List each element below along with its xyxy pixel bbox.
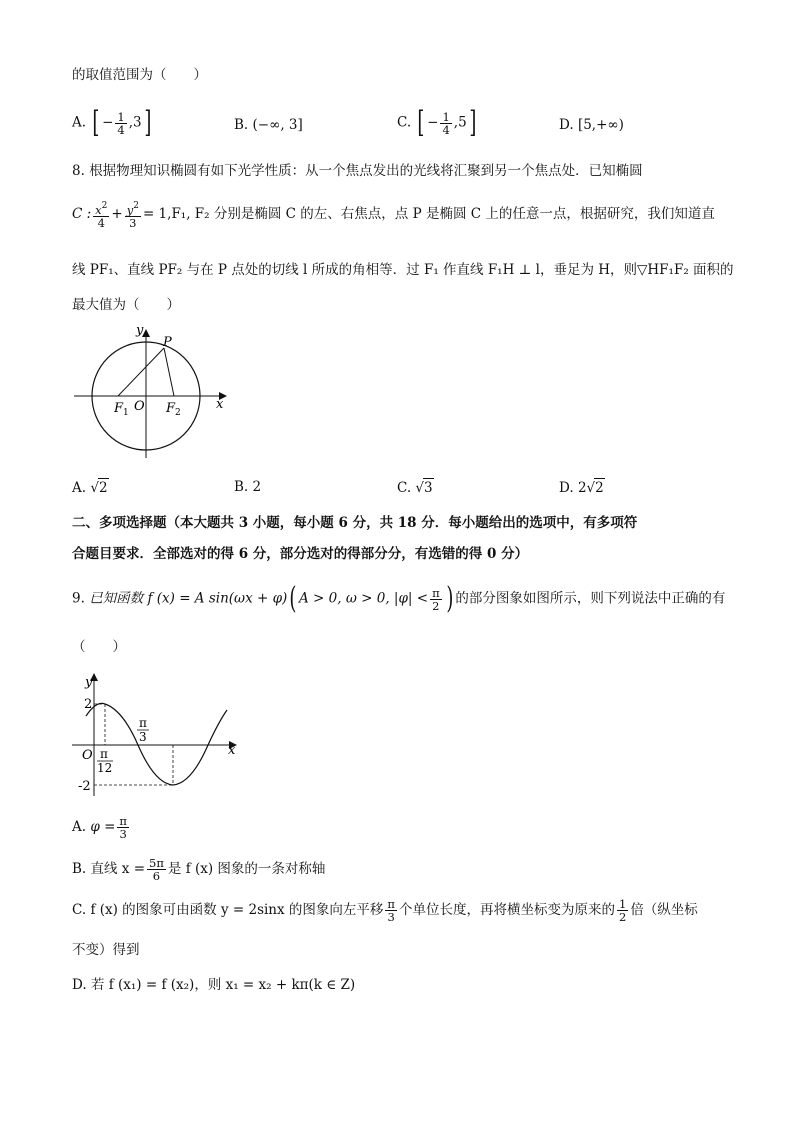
label-neg-two: -2 (78, 779, 91, 794)
fraction: $\frac{5\pi}{6}$ (149, 856, 164, 883)
fraction: $\frac{y^2}{3}$ (126, 201, 139, 230)
segment-pf2 (164, 348, 174, 396)
q8-line-3: 线 PF₁、直线 PF₂ 与在 P 点处的切线 l 所成的角相等．过 F₁ 作直线 F₁H ⊥ l，垂足为 H，则▽HF₁F₂ 面积的 (72, 262, 734, 278)
label-f1-sub: 1 (123, 408, 129, 418)
fraction: $\frac{\pi}{2}$ (432, 585, 440, 613)
label-p: P (163, 335, 172, 350)
q9-option-d: D. 若 f (x₁) = f (x₂)，则 x₁ = x₂ + kπ(k ∈ Z) (72, 977, 356, 993)
label-o: O (134, 399, 145, 414)
q8-option-d: D. 2√2 (559, 480, 604, 496)
q7-option-b: B. (−∞, 3] (234, 117, 303, 133)
question-number: 9. (72, 590, 85, 607)
q9-line-1: 9. 已知函数 f (x) = A sin(ωx + φ)( A > 0, ω > 0, |φ| < $\frac{\pi}{2}$ ) 的部分图象如图所示，则下列说法中正确的有 (72, 581, 726, 616)
q7-stem-tail: 的取值范围为（ ） (72, 67, 207, 83)
q7-option-c: C. [ − $\frac{1}{4}$ ,5] (397, 105, 477, 140)
q8-option-b: B. 2 (234, 479, 262, 495)
label-y: y (85, 675, 93, 690)
label-pi-12-num: π (100, 747, 108, 761)
q7-option-a: A. [ − $\frac{1}{4}$ ,3] (72, 105, 151, 140)
q8-line-1: 8. 根据物理知识椭圆有如下光学性质：从一个焦点发出的光线将汇聚到另一个焦点处．已知椭圆 (72, 163, 643, 179)
label-pi-12-den: 12 (97, 761, 113, 775)
fraction: $\frac{x^2}{4}$ (95, 201, 108, 230)
q9-option-c-line-2: 不变）得到 (72, 942, 140, 958)
label-o: O (82, 748, 93, 763)
q7-option-d: D. [5,+∞) (559, 117, 624, 133)
label-f1: F (114, 401, 124, 416)
label-y: y (136, 323, 144, 338)
q9-line-2: （ ） (72, 639, 126, 655)
label-f2-sub: 2 (175, 408, 181, 418)
section-2-heading: 二、多项选择题（本大题共 3 小题，每小题 6 分，共 18 分．每小题给出的选项中，有多项符 (72, 515, 638, 531)
q8-line-2: C : $\frac{x^2}{4}$ + $\frac{y^2}{3}$ = 1,F₁, F₂ 分别是椭圆 C 的左、右焦点，点 P 是椭圆 C 上的任意一点，根据研究，我们知道直 (72, 201, 715, 230)
fraction: $\frac{1}{4}$ (442, 109, 450, 137)
question-number: 8. (72, 163, 85, 179)
fraction: $\frac{\pi}{3}$ (387, 897, 395, 924)
segment-pf1 (118, 348, 164, 396)
q8-line-4: 最大值为（ ） (72, 297, 180, 313)
label-x: x (216, 397, 224, 412)
fraction: $\frac{\pi}{3}$ (119, 814, 127, 841)
label-pi-3-num: π (139, 716, 147, 730)
q9-option-c-line-1: C. f (x) 的图象可由函数 y = 2sinx 的图象向左平移 $\frac{\pi}{3}$ 个单位长度，再将横坐标变为原来的 $\frac{1}{2}$ 倍（纵坐标 (72, 897, 698, 924)
option-label: A. (72, 114, 87, 131)
label-two: 2 (84, 697, 93, 712)
fraction: $\frac{1}{2}$ (618, 897, 627, 924)
q8-option-a: A. √2 (72, 480, 108, 496)
label-f2: F (166, 401, 176, 416)
section-2-heading-cont: 合题目要求．全部选对的得 6 分，部分选对的得部分分，有选错的得 0 分） (72, 546, 529, 562)
q8-option-c: C. √3 (397, 480, 433, 496)
q9-option-b: B. 直线 x = $\frac{5\pi}{6}$ 是 f (x) 图象的一条对称轴 (72, 856, 326, 883)
fraction: $\frac{1}{4}$ (117, 109, 125, 137)
q9-sine-figure (72, 670, 244, 800)
q9-option-a: A. φ = $\frac{\pi}{3}$ (72, 814, 127, 841)
label-pi-3-den: 3 (139, 730, 147, 744)
q8-ellipse-figure (68, 320, 238, 462)
label-x: x (228, 743, 236, 758)
